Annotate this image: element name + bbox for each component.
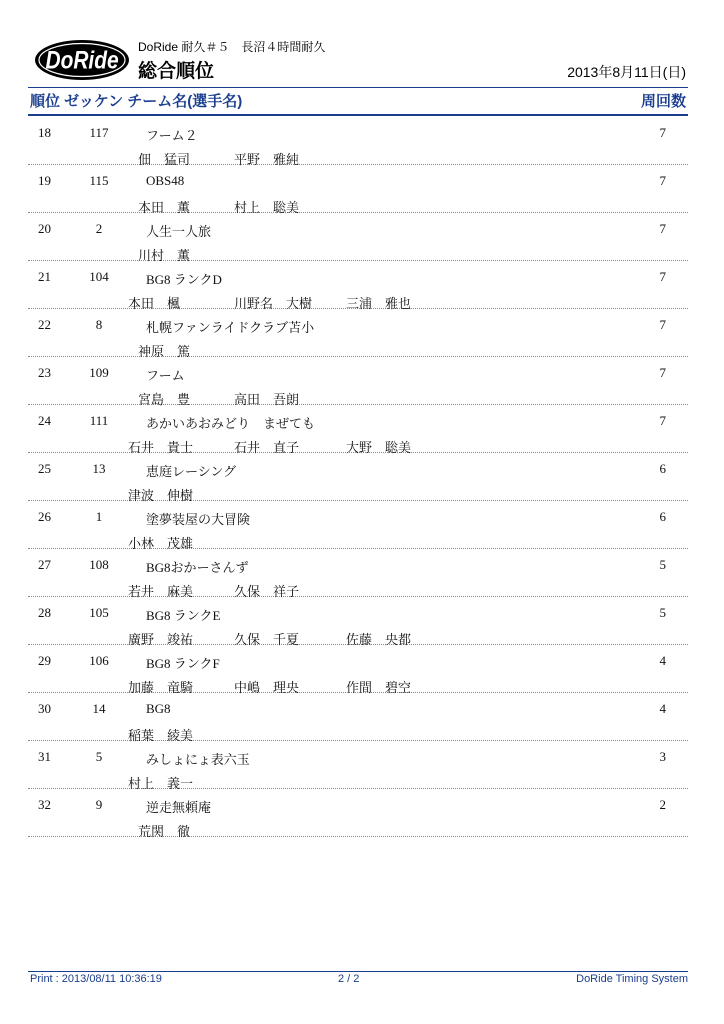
rank-cell: 25 <box>38 461 51 476</box>
bib-number-cell: 106 <box>89 653 109 668</box>
bib-number-cell: 111 <box>89 413 109 428</box>
team-name-cell: OBS48 <box>146 173 185 188</box>
rider-name: 作間 碧空 <box>346 680 412 695</box>
bib-number-cell: 9 <box>95 797 103 812</box>
team-name-cell: フーム２ <box>146 128 198 143</box>
column-header-divider <box>28 114 688 116</box>
laps-cell: 7 <box>659 365 666 380</box>
rider-name: 久保 千夏 <box>234 632 300 647</box>
timing-system-name: DoRide Timing System <box>576 973 688 985</box>
logo-text: DoRide <box>45 45 119 74</box>
rider-name: 荒関 徹 <box>138 824 191 839</box>
rider-name: 村上 聡美 <box>234 200 300 215</box>
result-row <box>28 501 688 549</box>
laps-cell: 7 <box>659 221 666 236</box>
team-name-cell: BG8 <box>146 701 171 716</box>
print-timestamp: Print : 2013/08/11 10:36:19 <box>30 973 162 985</box>
result-row <box>28 165 688 213</box>
page-title: 総合順位 <box>138 61 215 82</box>
column-header-rank-number-team: 順位 ゼッケン チーム名(選手名) <box>30 93 243 110</box>
rider-name: 大野 聡美 <box>346 440 412 455</box>
rider-name: 廣野 竣祐 <box>128 632 194 647</box>
rider-name: 宮島 豊 <box>138 392 191 407</box>
team-name-cell: フーム <box>146 368 185 383</box>
rank-cell: 31 <box>38 749 51 764</box>
laps-cell: 3 <box>659 749 666 764</box>
team-name-cell: みしょにょ表六玉 <box>146 752 250 767</box>
rank-cell: 32 <box>38 797 51 812</box>
laps-cell: 7 <box>659 269 666 284</box>
rank-cell: 18 <box>38 125 51 140</box>
team-name-cell: 逆走無頼庵 <box>146 800 212 815</box>
bib-number-cell: 5 <box>95 749 103 764</box>
result-row <box>28 213 688 261</box>
rank-cell: 21 <box>38 269 51 284</box>
laps-cell: 4 <box>659 653 666 668</box>
page-footer <box>28 971 688 986</box>
laps-cell: 6 <box>659 461 666 476</box>
result-row <box>28 549 688 597</box>
team-name-cell: BG8 ランクD <box>146 272 222 287</box>
rider-name: 川野名 大樹 <box>234 296 313 311</box>
event-title: DoRide 耐久＃５ 長沼４時間耐久 <box>138 40 326 54</box>
rider-name: 村上 義一 <box>128 776 194 791</box>
results-list <box>28 117 688 837</box>
bib-number-cell: 108 <box>89 557 109 572</box>
rider-name: 稲葉 綾美 <box>128 728 194 743</box>
result-row <box>28 405 688 453</box>
doride-logo <box>33 38 131 82</box>
result-row <box>28 741 688 789</box>
result-row <box>28 117 688 165</box>
bib-number-cell: 115 <box>89 173 109 188</box>
bib-number-cell: 105 <box>89 605 109 620</box>
team-name-cell: 塗夢装屋の大冒険 <box>146 512 251 527</box>
rider-name: 高田 吾朗 <box>234 392 300 407</box>
rank-cell: 22 <box>38 317 51 332</box>
race-date: 2013年8月11日(日) <box>567 64 686 80</box>
result-row <box>28 693 688 741</box>
laps-cell: 7 <box>659 317 666 332</box>
rider-name: 津波 伸樹 <box>128 488 194 503</box>
rider-name: 中嶋 理央 <box>234 680 300 695</box>
rider-name: 小林 茂雄 <box>128 536 194 551</box>
rider-name: 石井 直子 <box>234 440 300 455</box>
rider-name: 佐藤 央都 <box>346 632 412 647</box>
team-name-cell: あかいあおみどり まぜても <box>146 416 316 431</box>
team-name-cell: BG8 ランクF <box>146 656 220 671</box>
rider-name: 加藤 竜騎 <box>128 680 194 695</box>
team-name-cell: 恵庭レーシング <box>146 464 237 479</box>
team-name-cell: 人生一人旅 <box>146 224 212 239</box>
rank-cell: 27 <box>38 557 51 572</box>
bib-number-cell: 14 <box>92 701 106 716</box>
bib-number-cell: 8 <box>95 317 103 332</box>
laps-cell: 5 <box>659 605 666 620</box>
laps-cell: 5 <box>659 557 666 572</box>
laps-cell: 4 <box>659 701 666 716</box>
rank-cell: 26 <box>38 509 51 524</box>
rank-cell: 30 <box>38 701 51 716</box>
rider-name: 神原 篤 <box>138 344 191 359</box>
rank-cell: 29 <box>38 653 51 668</box>
bib-number-cell: 109 <box>89 365 109 380</box>
rank-cell: 19 <box>38 173 51 188</box>
page-number: 2 / 2 <box>338 973 360 985</box>
rank-cell: 28 <box>38 605 51 620</box>
column-header-laps: 周回数 <box>640 93 686 110</box>
result-row <box>28 309 688 357</box>
rank-cell: 24 <box>38 413 51 428</box>
bib-number-cell: 1 <box>95 509 103 524</box>
bib-number-cell: 117 <box>89 125 109 140</box>
rider-name: 平野 雅純 <box>234 152 300 167</box>
rider-name: 石井 貴士 <box>128 440 194 455</box>
result-row <box>28 261 688 309</box>
rank-cell: 20 <box>38 221 51 236</box>
result-row <box>28 453 688 501</box>
laps-cell: 2 <box>659 797 666 812</box>
result-row <box>28 357 688 405</box>
laps-cell: 6 <box>659 509 666 524</box>
team-name-cell: 札幌ファンライドクラブ苫小 <box>146 320 315 335</box>
result-row <box>28 789 688 837</box>
rider-name: 本田 薫 <box>138 200 191 215</box>
laps-cell: 7 <box>659 125 666 140</box>
bib-number-cell: 13 <box>92 461 106 476</box>
result-row <box>28 645 688 693</box>
column-header-row <box>28 90 688 112</box>
result-row <box>28 597 688 645</box>
rider-name: 三浦 雅也 <box>346 296 412 311</box>
rank-cell: 23 <box>38 365 51 380</box>
rider-name: 久保 祥子 <box>234 584 300 599</box>
header-divider <box>28 87 688 88</box>
team-name-cell: BG8 ランクE <box>146 608 221 623</box>
bib-number-cell: 104 <box>89 269 109 284</box>
rider-name: 若井 麻美 <box>128 584 194 599</box>
team-name-cell: BG8おかーさんず <box>146 560 249 575</box>
bib-number-cell: 2 <box>95 221 103 236</box>
laps-cell: 7 <box>659 173 666 188</box>
rider-name: 佃 猛司 <box>138 152 191 167</box>
rider-name: 本田 楓 <box>128 296 181 311</box>
rider-name: 川村 薫 <box>138 248 191 263</box>
laps-cell: 7 <box>659 413 666 428</box>
